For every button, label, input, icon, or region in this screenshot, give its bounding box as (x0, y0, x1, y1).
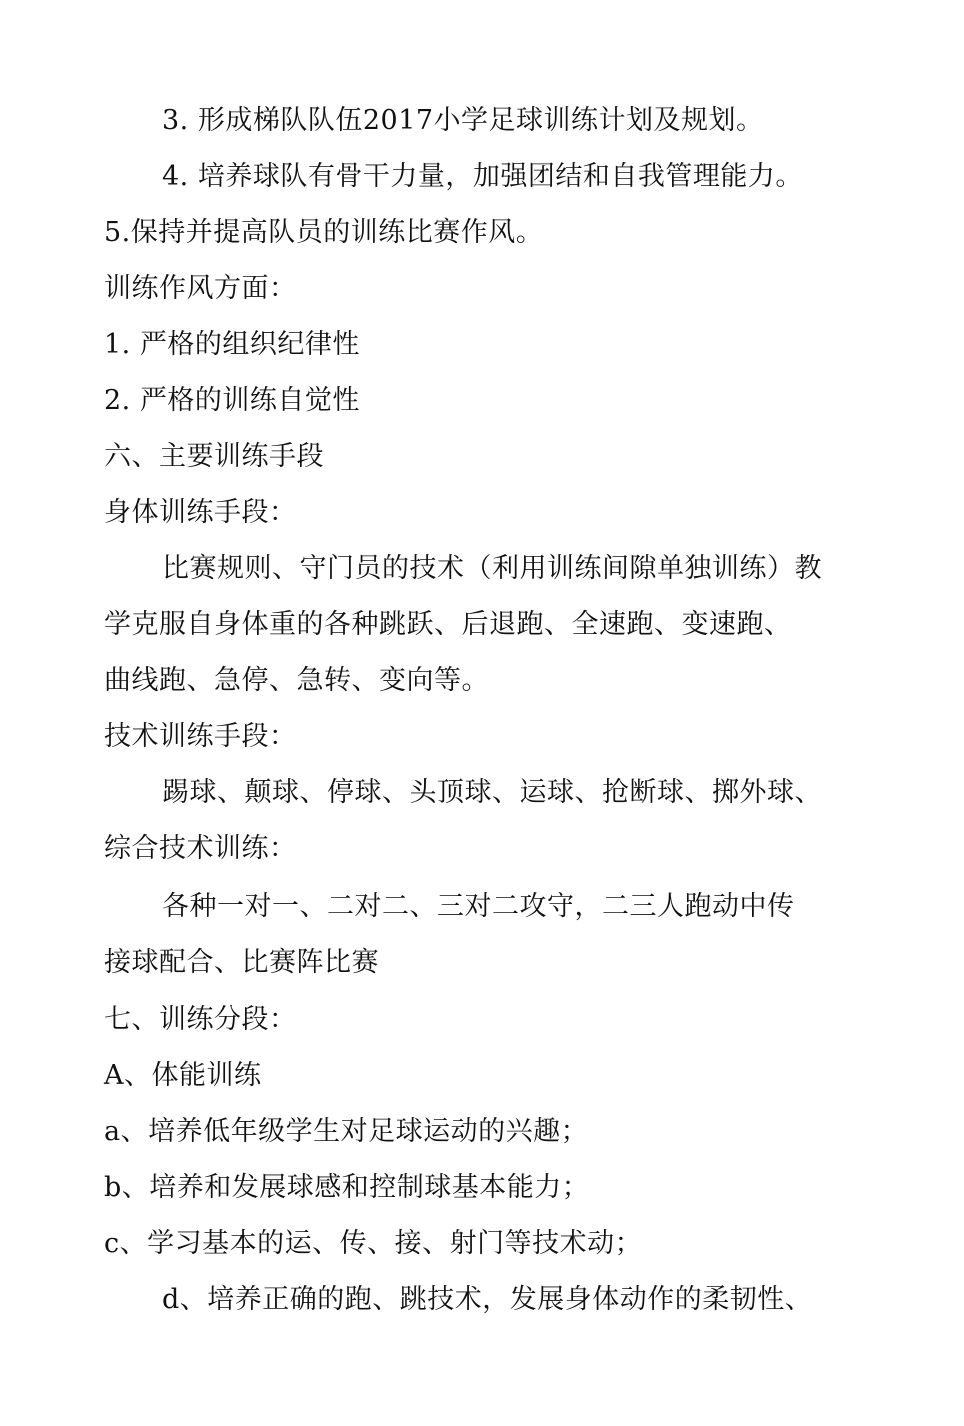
fitness-item-d: d、培养正确的跑、跳技术，发展身体动作的柔韧性、 (162, 1284, 813, 1315)
style-item-2: 2. 严格的训练自觉性 (104, 385, 360, 416)
paragraph-combined-line-2: 接球配合、比赛阵比赛 (104, 947, 379, 978)
paragraph-physical-line-2: 学克服自身体重的各种跳跃、后退跑、全速跑、变速跑、 (104, 609, 792, 640)
paragraph-technical-line-1: 踢球、颠球、停球、头顶球、运球、抢断球、掷外球、 (162, 777, 822, 808)
style-item-1: 1. 严格的组织纪律性 (104, 329, 360, 360)
subheading-fitness-training: A、体能训练 (104, 1060, 262, 1091)
subheading-combined-training: 综合技术训练： (104, 833, 297, 864)
section-heading-training-style: 训练作风方面： (104, 273, 297, 304)
subheading-technical-training: 技术训练手段： (104, 721, 297, 752)
paragraph-physical-line-3: 曲线跑、急停、急转、变向等。 (104, 665, 489, 696)
paragraph-physical-line-1: 比赛规则、守门员的技术（利用训练间隙单独训练）教 (162, 553, 822, 584)
section-heading-seven: 七、训练分段： (104, 1004, 297, 1035)
subheading-physical-training: 身体训练手段： (104, 497, 297, 528)
section-heading-six: 六、主要训练手段 (104, 441, 324, 472)
goal-item-4: 4. 培养球队有骨干力量，加强团结和自我管理能力。 (162, 161, 803, 192)
fitness-item-a: a、培养低年级学生对足球运动的兴趣； (104, 1116, 589, 1147)
paragraph-combined-line-1: 各种一对一、二对二、三对二攻守，二三人跑动中传 (162, 891, 795, 922)
fitness-item-b: b、培养和发展球感和控制球基本能力； (104, 1172, 590, 1203)
goal-item-5: 5.保持并提高队员的训练比赛作风。 (104, 217, 544, 248)
fitness-item-c: c、学习基本的运、传、接、射门等技术动； (104, 1228, 643, 1259)
goal-item-3: 3. 形成梯队队伍2017小学足球训练计划及规划。 (162, 105, 764, 136)
